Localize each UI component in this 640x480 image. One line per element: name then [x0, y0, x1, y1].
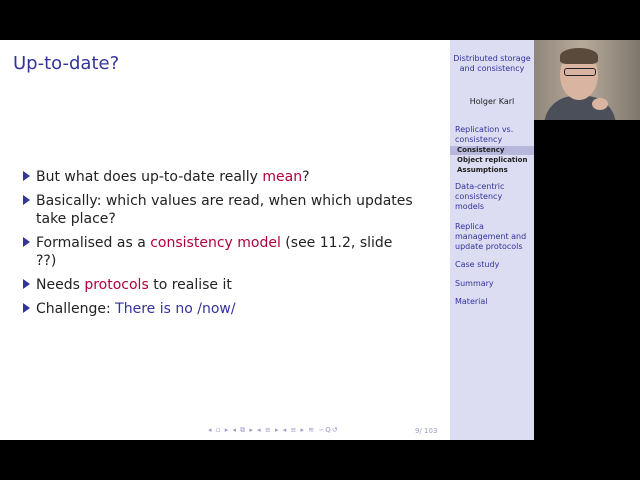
bullet-item: Basically: which values are read, when which updates take place? [36, 192, 416, 228]
sidebar-author: Holger Karl [469, 97, 515, 106]
sidebar-title: Distributed storage and consistency [453, 54, 531, 73]
glasses-icon [564, 68, 596, 76]
bullet-list [36, 168, 416, 324]
presenter-hand [592, 98, 608, 110]
bullet-triangle-icon [23, 171, 30, 181]
bullet-item: Formalised as a consistency model (see 11.2, slide ??) [36, 234, 416, 270]
slide [0, 40, 534, 440]
sidebar-section-material[interactable]: Material [455, 297, 488, 306]
bullet-triangle-icon [23, 237, 30, 247]
sidebar-section-data-centric[interactable]: Data-centric consistency models [455, 182, 505, 211]
page-number: 9/ 103 [415, 427, 438, 435]
slide-main [0, 40, 450, 440]
sidebar-subsection-consistency[interactable]: Consistency [450, 146, 534, 155]
sidebar-section-case-study[interactable]: Case study [455, 260, 500, 269]
sidebar-section-replication[interactable]: Replication vs. consistency [455, 125, 514, 144]
sidebar-subsection-assumptions[interactable]: Assumptions [457, 166, 508, 174]
webcam-video [534, 40, 640, 120]
beamer-nav-controls[interactable]: ◂ ▫ ▸ ◂ ⧉ ▸ ◂ ≡ ▸ ◂ ≡ ▸ ≋ ∽Q↺ [208, 426, 339, 434]
slide-title: Up-to-date? [13, 53, 120, 74]
bullet-item: Needs protocols to realise it [36, 276, 416, 294]
sidebar-section-summary[interactable]: Summary [455, 279, 494, 288]
bullet-triangle-icon [23, 195, 30, 205]
sidebar-subsection-object-replication[interactable]: Object replication [457, 156, 528, 164]
sidebar-section-replica-management[interactable]: Replica management and update protocols [455, 222, 527, 251]
bullet-triangle-icon [23, 303, 30, 313]
bullet-triangle-icon [23, 279, 30, 289]
sidebar [450, 40, 534, 440]
bullet-item: But what does up-to-date really mean? [36, 168, 416, 186]
bullet-item: Challenge: There is no /now/ [36, 300, 416, 318]
